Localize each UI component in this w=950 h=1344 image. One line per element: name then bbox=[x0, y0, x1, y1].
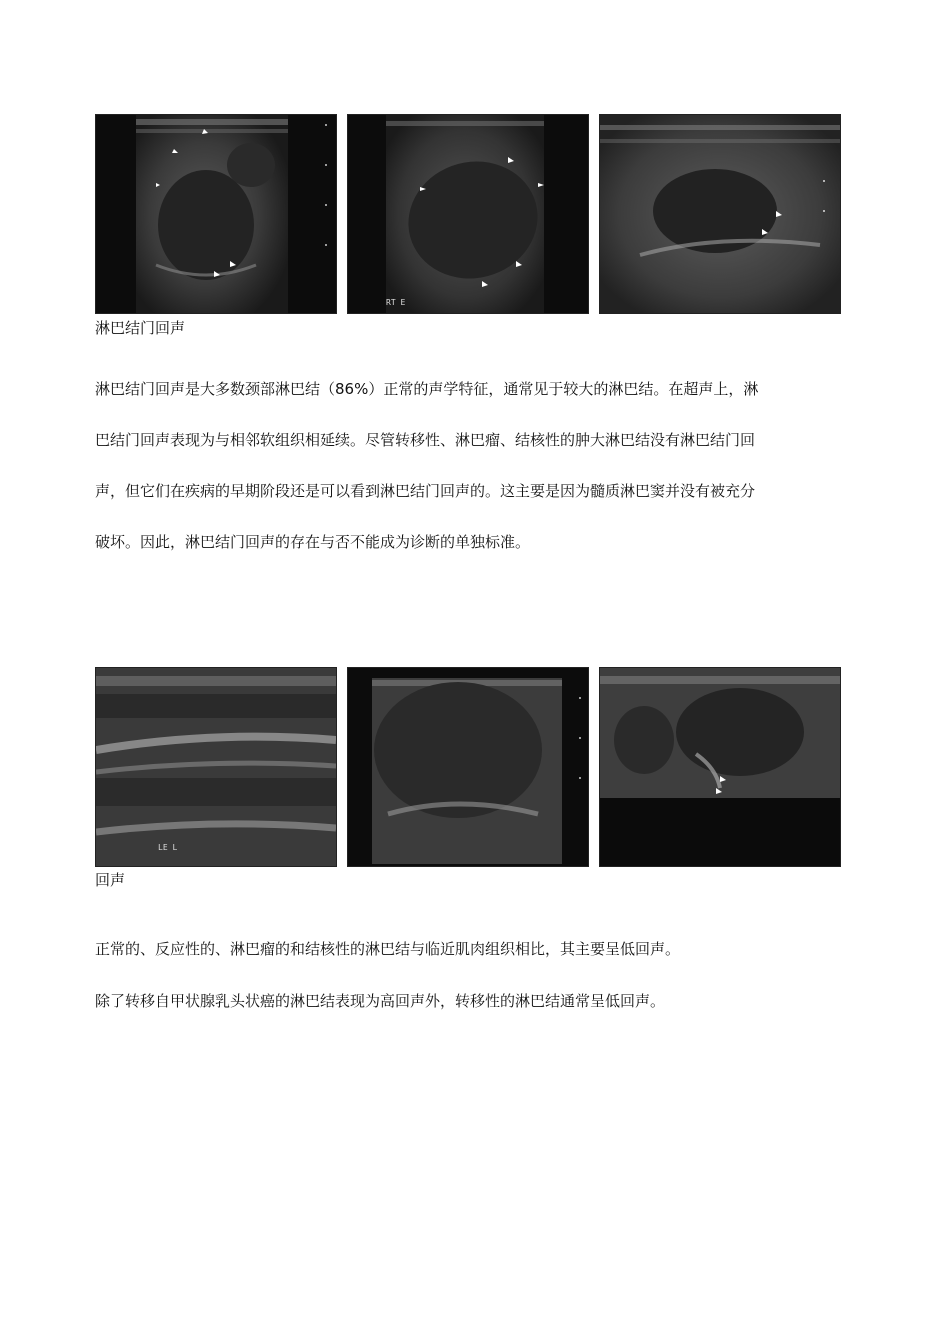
ultrasound-image bbox=[599, 114, 841, 314]
ultrasound-image bbox=[95, 114, 337, 314]
ultrasound-figure-row-1 bbox=[95, 114, 839, 312]
image-overlay-label: LE L bbox=[158, 843, 178, 852]
figure-caption: 回声 bbox=[95, 871, 126, 889]
paragraph-line: 声，但它们在疾病的早期阶段还是可以看到淋巴结门回声的。这主要是因为髓质淋巴窦并没有被充分 bbox=[95, 482, 756, 500]
body-text-line: 除了转移自甲状腺乳头状癌的淋巴结表现为高回声外，转移性的淋巴结通常呈低回声。 bbox=[95, 992, 666, 1010]
ultrasound-image bbox=[599, 667, 841, 867]
paragraph-line: 破坏。因此，淋巴结门回声的存在与否不能成为诊断的单独标准。 bbox=[95, 533, 531, 551]
ultrasound-figure-row-2 bbox=[95, 667, 839, 865]
image-overlay-label: RT E bbox=[386, 298, 406, 307]
figure-caption: 淋巴结门回声 bbox=[95, 319, 186, 337]
paragraph-line: 巴结门回声表现为与相邻软组织相延续。尽管转移性、淋巴瘤、结核性的肿大淋巴结没有淋巴结门回 bbox=[95, 431, 756, 449]
body-text-line: 正常的、反应性的、淋巴瘤的和结核性的淋巴结与临近肌肉组织相比，其主要呈低回声。 bbox=[95, 940, 681, 958]
body-paragraph bbox=[95, 364, 845, 568]
paragraph-line: 淋巴结门回声是大多数颈部淋巴结（86%）正常的声学特征，通常见于较大的淋巴结。在超声上，淋 bbox=[95, 380, 759, 398]
ultrasound-image bbox=[95, 667, 337, 867]
ultrasound-image bbox=[347, 114, 589, 314]
ultrasound-image bbox=[347, 667, 589, 867]
